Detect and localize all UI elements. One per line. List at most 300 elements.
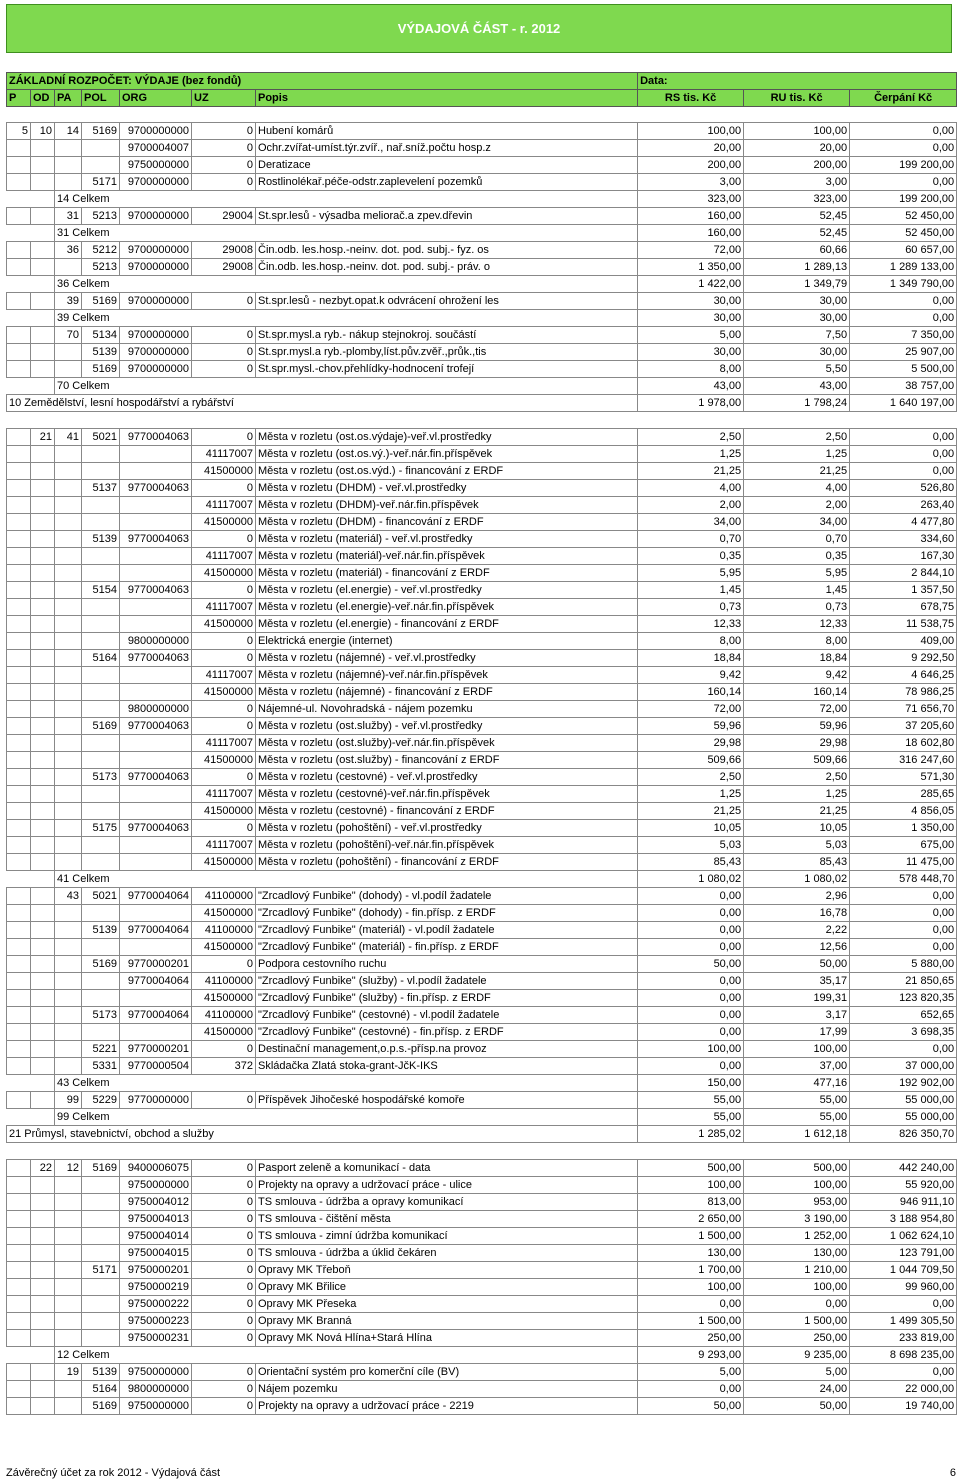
cell-pol: 5171: [82, 1262, 120, 1279]
cell-uz: 41117007: [192, 837, 256, 854]
cell-pa: 43: [55, 888, 82, 905]
cell-cerpani: 38 757,00: [850, 378, 957, 395]
cell-popis: Opravy MK Třeboň: [256, 1262, 638, 1279]
cell-org: [120, 548, 192, 565]
cell-rs: 0,00: [638, 888, 744, 905]
cell-pol: 5169: [82, 956, 120, 973]
cell-pol: 5213: [82, 208, 120, 225]
table-row: [7, 1041, 957, 1058]
table-row: [7, 956, 957, 973]
cell-uz: 41500000: [192, 803, 256, 820]
table-row: [7, 1364, 957, 1381]
cell-od: [31, 922, 55, 939]
table-row: [7, 701, 957, 718]
cell-ru: 2,00: [744, 497, 850, 514]
cell-rs: 50,00: [638, 1398, 744, 1415]
cell-od: [31, 208, 55, 225]
cell-org: [120, 990, 192, 1007]
cell-rs: 5,00: [638, 1364, 744, 1381]
cell-ru: 250,00: [744, 1330, 850, 1347]
cell-od: [31, 463, 55, 480]
subtotal-row: [7, 276, 957, 293]
cell-cerpani: 192 902,00: [850, 1075, 957, 1092]
table-row: [7, 650, 957, 667]
cell-pol: [82, 854, 120, 871]
table-row: [7, 1296, 957, 1313]
cell-popis: Skládačka Zlatá stoka-grant-JčK-IKS: [256, 1058, 638, 1075]
cell-org: 9700004007: [120, 140, 192, 157]
cell-popis: "Zrcadlový Funbike" (služby) - fin.přísp. z ERDF: [256, 990, 638, 1007]
cell-uz: 0: [192, 1177, 256, 1194]
cell-p: [7, 1041, 31, 1058]
cell-uz: 0: [192, 1279, 256, 1296]
cell-ru: 17,99: [744, 1024, 850, 1041]
cell-org: 9770004064: [120, 888, 192, 905]
cell-cerpani: 22 000,00: [850, 1381, 957, 1398]
cell-cerpani: 25 907,00: [850, 344, 957, 361]
cell-pol: [82, 1245, 120, 1262]
cell-p: [7, 735, 31, 752]
cell-ru: 100,00: [744, 123, 850, 140]
cell-od: [31, 1228, 55, 1245]
cell-ru: 30,00: [744, 310, 850, 327]
cell-pol: [82, 514, 120, 531]
cell-pa: [55, 1024, 82, 1041]
cell-od: [31, 582, 55, 599]
cell-od: [31, 242, 55, 259]
cell-od: [31, 939, 55, 956]
cell-cerpani: 5 500,00: [850, 361, 957, 378]
cell-uz: 0: [192, 1041, 256, 1058]
indent-cell: [7, 871, 55, 888]
cell-org: 9750004012: [120, 1194, 192, 1211]
total-label: 99 Celkem: [55, 1109, 638, 1126]
cell-rs: 18,84: [638, 650, 744, 667]
cell-popis: Opravy MK Nová Hlína+Stará Hlína: [256, 1330, 638, 1347]
table-row: [7, 208, 957, 225]
cell-p: [7, 990, 31, 1007]
cell-uz: 41117007: [192, 446, 256, 463]
table-row: [7, 633, 957, 650]
cell-cerpani: 526,80: [850, 480, 957, 497]
cell-p: [7, 1279, 31, 1296]
table-row: [7, 718, 957, 735]
cell-pol: 5173: [82, 769, 120, 786]
cell-pa: [55, 786, 82, 803]
cell-od: [31, 1092, 55, 1109]
table-row: [7, 922, 957, 939]
cell-od: [31, 140, 55, 157]
table-row: [7, 242, 957, 259]
page-footer: [6, 1467, 956, 1479]
cell-org: [120, 854, 192, 871]
cell-rs: 500,00: [638, 1160, 744, 1177]
cell-rs: 1 350,00: [638, 259, 744, 276]
cell-popis: Města v rozletu (materiál) - veř.vl.prostředky: [256, 531, 638, 548]
cell-uz: 0: [192, 429, 256, 446]
cell-cerpani: 0,00: [850, 140, 957, 157]
cell-od: [31, 446, 55, 463]
cell-od: 22: [31, 1160, 55, 1177]
cell-org: [120, 735, 192, 752]
cell-popis: Orientační systém pro komerční cíle (BV): [256, 1364, 638, 1381]
cell-ru: 21,25: [744, 803, 850, 820]
total-label: 31 Celkem: [55, 225, 638, 242]
cell-ru: 1 349,79: [744, 276, 850, 293]
cell-ru: 12,33: [744, 616, 850, 633]
cell-uz: 0: [192, 1092, 256, 1109]
footer-text: Závěrečný účet za rok 2012 - Výdajová část: [6, 1467, 220, 1479]
cell-popis: TS smlouva - údržba a úklid čekáren: [256, 1245, 638, 1262]
indent-cell: [7, 378, 55, 395]
table-row: [7, 1194, 957, 1211]
cell-org: 9770004063: [120, 531, 192, 548]
cell-p: [7, 1211, 31, 1228]
cell-pa: [55, 565, 82, 582]
total-label: 39 Celkem: [55, 310, 638, 327]
cell-uz: 41117007: [192, 599, 256, 616]
cell-p: [7, 854, 31, 871]
cell-ru: 160,14: [744, 684, 850, 701]
table-row: [7, 565, 957, 582]
cell-rs: 0,00: [638, 990, 744, 1007]
cell-cerpani: 678,75: [850, 599, 957, 616]
table-row: [7, 1211, 957, 1228]
cell-od: [31, 1381, 55, 1398]
cell-pa: [55, 174, 82, 191]
cell-rs: 0,00: [638, 1381, 744, 1398]
cell-od: [31, 905, 55, 922]
cell-popis: Města v rozletu (DHDM) - veř.vl.prostředky: [256, 480, 638, 497]
cell-ru: 29,98: [744, 735, 850, 752]
table-row: [7, 769, 957, 786]
cell-p: [7, 1296, 31, 1313]
cell-pol: 5139: [82, 922, 120, 939]
cell-popis: Města v rozletu (ost.os.vý.)-veř.nár.fin.příspěvek: [256, 446, 638, 463]
table-row: [7, 752, 957, 769]
cell-popis: Opravy MK Branná: [256, 1313, 638, 1330]
cell-ru: 24,00: [744, 1381, 850, 1398]
cell-p: [7, 922, 31, 939]
cell-uz: 0: [192, 344, 256, 361]
indent-cell: [7, 310, 55, 327]
cell-org: 9750000201: [120, 1262, 192, 1279]
table-row: [7, 1398, 957, 1415]
table-row: [7, 786, 957, 803]
cell-ru: 10,05: [744, 820, 850, 837]
cell-org: 9770004063: [120, 429, 192, 446]
cell-uz: 29008: [192, 259, 256, 276]
col-header-p: P: [7, 90, 31, 107]
table-row: [7, 1245, 957, 1262]
cell-od: [31, 1313, 55, 1330]
cell-org: 9800000000: [120, 701, 192, 718]
cell-popis: Opravy MK Přeseka: [256, 1296, 638, 1313]
cell-popis: Města v rozletu (el.energie) - financování z ERDF: [256, 616, 638, 633]
total-label: 43 Celkem: [55, 1075, 638, 1092]
cell-cerpani: 233 819,00: [850, 1330, 957, 1347]
cell-pol: 5173: [82, 1007, 120, 1024]
cell-popis: Města v rozletu (ost.os.výd.) - financování z ERDF: [256, 463, 638, 480]
cell-org: 9700000000: [120, 293, 192, 310]
cell-ru: 200,00: [744, 157, 850, 174]
cell-ru: 8,00: [744, 633, 850, 650]
cell-rs: 72,00: [638, 242, 744, 259]
cell-org: 9750000219: [120, 1279, 192, 1296]
col-header-pa: PA: [55, 90, 82, 107]
cell-p: [7, 446, 31, 463]
cell-cerpani: 0,00: [850, 429, 957, 446]
cell-ru: 52,45: [744, 225, 850, 242]
cell-od: [31, 990, 55, 1007]
cell-pa: [55, 939, 82, 956]
cell-popis: Města v rozletu (ost.os.výdaje)-veř.vl.prostředky: [256, 429, 638, 446]
cell-cerpani: 1 062 624,10: [850, 1228, 957, 1245]
total-label: 70 Celkem: [55, 378, 638, 395]
cell-p: [7, 701, 31, 718]
cell-ru: 509,66: [744, 752, 850, 769]
cell-popis: Čin.odb. les.hosp.-neinv. dot. pod. subj.- fyz. os: [256, 242, 638, 259]
cell-p: [7, 548, 31, 565]
subtotal-row: [7, 1347, 957, 1364]
cell-pol: [82, 837, 120, 854]
cell-uz: 41500000: [192, 905, 256, 922]
cell-od: [31, 1058, 55, 1075]
cell-pa: [55, 616, 82, 633]
cell-rs: 2,50: [638, 429, 744, 446]
cell-pol: 5221: [82, 1041, 120, 1058]
cell-uz: 0: [192, 1313, 256, 1330]
cell-ru: 5,95: [744, 565, 850, 582]
cell-org: 9770004063: [120, 582, 192, 599]
cell-pa: 41: [55, 429, 82, 446]
cell-rs: 12,33: [638, 616, 744, 633]
cell-cerpani: 37 205,60: [850, 718, 957, 735]
cell-popis: Města v rozletu (DHDM)-veř.nár.fin.příspěvek: [256, 497, 638, 514]
cell-org: 9700000000: [120, 208, 192, 225]
cell-pa: [55, 1228, 82, 1245]
cell-popis: "Zrcadlový Funbike" (materiál) - fin.přísp. z ERDF: [256, 939, 638, 956]
cell-rs: 0,00: [638, 922, 744, 939]
cell-p: [7, 1398, 31, 1415]
cell-pa: [55, 973, 82, 990]
cell-od: [31, 327, 55, 344]
cell-org: 9770004064: [120, 973, 192, 990]
cell-od: [31, 735, 55, 752]
cell-uz: 41500000: [192, 616, 256, 633]
cell-org: 9750000000: [120, 157, 192, 174]
cell-p: [7, 242, 31, 259]
cell-p: [7, 769, 31, 786]
cell-cerpani: 1 349 790,00: [850, 276, 957, 293]
cell-uz: 0: [192, 1211, 256, 1228]
table-row: [7, 803, 957, 820]
cell-org: 9800000000: [120, 1381, 192, 1398]
cell-ru: 2,22: [744, 922, 850, 939]
cell-org: 9770000504: [120, 1058, 192, 1075]
cell-pol: 5021: [82, 888, 120, 905]
cell-rs: 59,96: [638, 718, 744, 735]
cell-ru: 50,00: [744, 1398, 850, 1415]
cell-cerpani: 52 450,00: [850, 208, 957, 225]
cell-p: [7, 327, 31, 344]
table-row: [7, 1228, 957, 1245]
cell-cerpani: 1 289 133,00: [850, 259, 957, 276]
cell-popis: Nájemné-ul. Novohradská - nájem pozemku: [256, 701, 638, 718]
cell-org: 9700000000: [120, 259, 192, 276]
cell-pol: 5213: [82, 259, 120, 276]
spacer-row: [7, 412, 957, 429]
cell-ru: 1 612,18: [744, 1126, 850, 1143]
cell-uz: 0: [192, 769, 256, 786]
cell-pol: [82, 1177, 120, 1194]
cell-uz: 29004: [192, 208, 256, 225]
cell-uz: 0: [192, 1330, 256, 1347]
cell-p: [7, 1194, 31, 1211]
cell-org: [120, 497, 192, 514]
table-row: [7, 463, 957, 480]
cell-popis: St.spr.mysl.a ryb.-plomby,líst.pův.zvěř.,průk.,tis: [256, 344, 638, 361]
cell-uz: 41500000: [192, 752, 256, 769]
table-row: [7, 1262, 957, 1279]
cell-popis: Opravy MK Břilice: [256, 1279, 638, 1296]
cell-p: [7, 1177, 31, 1194]
cell-p: [7, 140, 31, 157]
cell-uz: 41100000: [192, 1007, 256, 1024]
cell-org: 9800000000: [120, 633, 192, 650]
cell-pa: [55, 667, 82, 684]
cell-popis: Podpora cestovního ruchu: [256, 956, 638, 973]
cell-p: [7, 820, 31, 837]
cell-od: [31, 157, 55, 174]
cell-popis: TS smlouva - údržba a opravy komunikací: [256, 1194, 638, 1211]
cell-rs: 0,73: [638, 599, 744, 616]
spacer-row: [7, 1143, 957, 1160]
cell-org: 9700000000: [120, 242, 192, 259]
cell-rs: 1 500,00: [638, 1228, 744, 1245]
cell-pa: [55, 1007, 82, 1024]
table-row: [7, 293, 957, 310]
cell-pa: [55, 1313, 82, 1330]
cell-rs: 3,00: [638, 174, 744, 191]
total-label: 36 Celkem: [55, 276, 638, 293]
col-header-cerpani: Čerpání Kč: [850, 90, 957, 107]
cell-pol: 5137: [82, 480, 120, 497]
cell-cerpani: 0,00: [850, 463, 957, 480]
cell-rs: 1,25: [638, 446, 744, 463]
cell-popis: Města v rozletu (cestovné) - financování z ERDF: [256, 803, 638, 820]
cell-popis: Města v rozletu (pohoštění) - veř.vl.prostředky: [256, 820, 638, 837]
spacer: [7, 1143, 957, 1160]
cell-cerpani: 99 960,00: [850, 1279, 957, 1296]
table-row: [7, 599, 957, 616]
col-header-rs: RS tis. Kč: [638, 90, 744, 107]
cell-uz: 0: [192, 531, 256, 548]
cell-org: [120, 905, 192, 922]
cell-org: 9750000000: [120, 1398, 192, 1415]
table-row: [7, 174, 957, 191]
cell-cerpani: 4 477,80: [850, 514, 957, 531]
cell-uz: 41500000: [192, 1024, 256, 1041]
cell-cerpani: 199 200,00: [850, 157, 957, 174]
cell-rs: 250,00: [638, 1330, 744, 1347]
cell-pa: [55, 599, 82, 616]
table-row: [7, 667, 957, 684]
cell-uz: 41117007: [192, 667, 256, 684]
cell-pol: 5171: [82, 174, 120, 191]
cell-org: [120, 667, 192, 684]
cell-od: [31, 344, 55, 361]
cell-cerpani: 0,00: [850, 1364, 957, 1381]
spacer: [7, 412, 957, 429]
cell-pol: [82, 140, 120, 157]
cell-uz: 0: [192, 293, 256, 310]
cell-cerpani: 3 698,35: [850, 1024, 957, 1041]
cell-ru: 7,50: [744, 327, 850, 344]
cell-od: [31, 650, 55, 667]
cell-od: [31, 1296, 55, 1313]
cell-uz: 41100000: [192, 973, 256, 990]
cell-cerpani: 55 000,00: [850, 1092, 957, 1109]
cell-popis: Deratizace: [256, 157, 638, 174]
cell-pa: [55, 1245, 82, 1262]
table-row: [7, 344, 957, 361]
cell-od: [31, 1279, 55, 1296]
cell-cerpani: 1 044 709,50: [850, 1262, 957, 1279]
table-row: [7, 259, 957, 276]
cell-ru: 1 210,00: [744, 1262, 850, 1279]
cell-popis: St.spr.mysl.a ryb.- nákup stejnokroj. součástí: [256, 327, 638, 344]
indent-cell: [7, 1347, 55, 1364]
cell-uz: 0: [192, 480, 256, 497]
cell-p: [7, 599, 31, 616]
cell-popis: St.spr.mysl.-chov.přehlídky-hodnocení trofejí: [256, 361, 638, 378]
cell-org: [120, 463, 192, 480]
subtotal-row: [7, 378, 957, 395]
cell-pol: [82, 157, 120, 174]
cell-rs: 1 285,02: [638, 1126, 744, 1143]
table-row: [7, 548, 957, 565]
cell-rs: 0,00: [638, 1024, 744, 1041]
cell-rs: 72,00: [638, 701, 744, 718]
cell-cerpani: 826 350,70: [850, 1126, 957, 1143]
cell-popis: "Zrcadlový Funbike" (dohody) - vl.podíl žadatele: [256, 888, 638, 905]
cell-ru: 35,17: [744, 973, 850, 990]
cell-p: [7, 786, 31, 803]
cell-od: [31, 769, 55, 786]
cell-uz: 41117007: [192, 548, 256, 565]
cell-cerpani: 285,65: [850, 786, 957, 803]
cell-cerpani: 0,00: [850, 123, 957, 140]
cell-rs: 150,00: [638, 1075, 744, 1092]
cell-ru: 2,50: [744, 429, 850, 446]
cell-uz: 0: [192, 718, 256, 735]
cell-pol: 5229: [82, 1092, 120, 1109]
cell-popis: Hubení komárů: [256, 123, 638, 140]
cell-pa: 12: [55, 1160, 82, 1177]
cell-pol: [82, 1228, 120, 1245]
cell-pol: [82, 1330, 120, 1347]
cell-od: [31, 565, 55, 582]
cell-pol: 5139: [82, 531, 120, 548]
indent-cell: [7, 191, 55, 208]
cell-pa: [55, 956, 82, 973]
cell-ru: 4,00: [744, 480, 850, 497]
total-label: 14 Celkem: [55, 191, 638, 208]
cell-od: [31, 599, 55, 616]
cell-cerpani: 5 880,00: [850, 956, 957, 973]
cell-od: [31, 888, 55, 905]
